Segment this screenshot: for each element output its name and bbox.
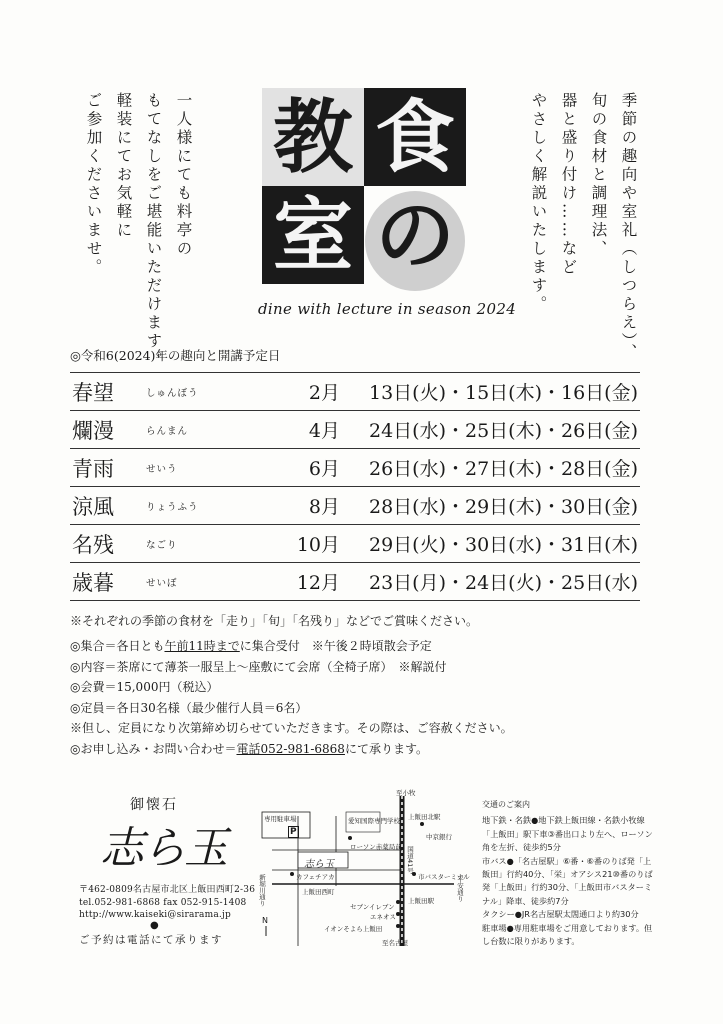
- title-logo: [262, 88, 466, 284]
- intro-right-col-1: 季節の趣向や室礼（しつらえ）、: [619, 92, 638, 362]
- access-map: [258, 786, 468, 950]
- title-char-shoku: 食: [364, 88, 466, 186]
- shop-url[interactable]: http://www.kaiseki@sirarama.jp: [79, 910, 231, 920]
- bullet-icon: ●: [150, 920, 159, 931]
- map-label-eneos: エネオス: [370, 913, 396, 921]
- intro-right-col-4: やさしく解説いたします。: [529, 92, 548, 314]
- apply-phone[interactable]: 電話052-981-6868: [236, 741, 345, 756]
- season-dates: 28日(水)・29日(木)・30日(金): [368, 496, 638, 518]
- schedule-row: [70, 563, 640, 601]
- schedule-row: [70, 487, 640, 525]
- schedule-row: [70, 411, 640, 449]
- map-label-route41: 国道41号: [406, 846, 414, 874]
- map-label-lawson: ローソン赤薬局前: [350, 843, 402, 851]
- season-reading: せいぼ: [146, 577, 178, 589]
- schedule-table: [70, 372, 640, 601]
- title-char-kyo: 教: [262, 88, 364, 186]
- season-dates: 13日(火)・15日(木)・16日(金): [368, 382, 638, 404]
- intro-left-col-2: もてなしをご堪能いただけます。: [144, 92, 163, 370]
- season-dates: 29日(火)・30日(水)・31日(木): [368, 534, 638, 556]
- gather-time: 午前11時まで: [164, 639, 240, 653]
- season-reading: なごり: [146, 539, 178, 551]
- apply-info: ◎お申し込み・お問い合わせ＝電話052-981-6868にて承ります。: [70, 741, 428, 756]
- season-reading: りょうふう: [146, 501, 199, 513]
- season-reading: せいう: [146, 463, 178, 475]
- schedule-row: [70, 373, 640, 411]
- intro-left-col-4: ご参加くださいませ。: [84, 92, 103, 277]
- schedule-row: [70, 449, 640, 487]
- season-name: 爛漫: [72, 418, 114, 443]
- access-info: [482, 798, 654, 948]
- event-info: [70, 636, 513, 759]
- season-month: 12月: [296, 572, 340, 594]
- season-name: 青雨: [72, 456, 114, 481]
- shop-logo: 志ら玉: [100, 823, 226, 874]
- shop-contact: [79, 884, 255, 922]
- intro-left-col-3: 軽装にてお気軽に: [114, 92, 133, 240]
- schedule-note: ※それぞれの季節の食材を「走り」「旬」「名残り」などでご賞味ください。: [70, 614, 479, 628]
- schedule-row: [70, 525, 640, 563]
- intro-right-col-2: 旬の食材と調理法、: [589, 92, 608, 259]
- title-char-shitsu: 室: [262, 186, 364, 284]
- season-reading: しゅんぼう: [146, 387, 199, 399]
- map-label-kamiiida-north: 上飯田北駅: [408, 813, 441, 821]
- map-label-north: 至小牧: [396, 789, 416, 797]
- subtitle: dine with lecture in season 2024: [258, 300, 517, 318]
- content-info: ◎内容＝茶席にて薄茶一服呈上～座敷にて会席（全椅子席） ※解説付: [70, 659, 447, 674]
- season-month: 8月: [308, 496, 340, 518]
- access-parking: 駐車場●専用駐車場をご用意しております。但し台数に限りがあります。: [482, 922, 653, 947]
- caveat-info: ※但し、定員になり次第締め切らせていただきます。その際は、ご容赦ください。: [70, 721, 513, 735]
- season-name: 春望: [72, 380, 114, 405]
- map-label-kamiiida-nishi: 上飯田西町: [302, 888, 335, 896]
- shop-kind: 御懐石: [130, 797, 178, 813]
- fee-info: ◎会費＝15,000円（税込）: [70, 680, 219, 694]
- map-shop-marker: 志ら玉: [304, 859, 334, 870]
- season-name: 歳暮: [72, 570, 114, 595]
- map-label-aeon: イオンそよら上飯田: [324, 925, 383, 933]
- season-name: 涼風: [72, 494, 114, 519]
- access-title: 交通のご案内: [482, 800, 530, 809]
- map-label-parking: 専用駐車場: [264, 815, 297, 823]
- shop-address: 〒462-0809名古屋市北区上飯田西町2-36: [79, 885, 256, 895]
- map-label-chuo-bank: 中京銀行: [426, 833, 452, 841]
- shop-phone: tel.052-981-6868 fax 052-915-1408: [79, 897, 247, 908]
- parking-icon: P: [290, 827, 297, 837]
- map-label-kamiiida-station: 上飯田駅: [408, 897, 434, 905]
- season-month: 4月: [308, 420, 340, 442]
- schedule-heading: ◎令和6(2024)年の趣向と開講予定日: [70, 348, 281, 363]
- map-label-school: 愛知国際専門学校: [348, 817, 400, 825]
- north-arrow-icon: N: [262, 916, 268, 925]
- season-month: 6月: [308, 458, 340, 480]
- intro-left-col-1: 一人様にても料亭の: [174, 92, 193, 259]
- title-char-no: の: [375, 188, 455, 282]
- season-month: 10月: [296, 534, 340, 556]
- access-taxi: タクシー●JR名古屋駅太閤通口より約30分: [482, 909, 639, 920]
- map-label-east-road: 平安通り: [456, 876, 464, 902]
- map-label-cafe: カフェチアカ: [296, 873, 335, 881]
- gather-info: ◎集合＝各日とも午前11時までに集合受付 ※午後２時頃散会予定: [70, 639, 432, 653]
- season-dates: 26日(水)・27日(木)・28日(金): [368, 458, 638, 480]
- capacity-info: ◎定員＝各日30名様（最少催行人員＝6名）: [70, 700, 308, 715]
- season-dates: 24日(水)・25日(木)・26日(金): [368, 420, 638, 442]
- season-dates: 23日(月)・24日(火)・25日(水): [368, 572, 638, 594]
- map-label-west-road: 新堀川通り: [258, 874, 266, 907]
- intro-right-col-3: 器と盛り付け……など: [559, 92, 578, 277]
- access-train: 地下鉄・名鉄●地下鉄上飯田線・名鉄小牧線「上飯田」駅下車③番出口より左へ、ローソン角を左折、徒歩約5分: [482, 815, 653, 853]
- map-label-south: 至名古屋: [382, 939, 408, 947]
- season-name: 名残: [72, 532, 114, 557]
- season-reading: らんまん: [146, 425, 189, 437]
- season-month: 2月: [308, 382, 340, 404]
- reservation-note: ご予約は電話にて承ります: [79, 934, 223, 946]
- map-label-seven: セブンイレブン: [350, 903, 395, 911]
- access-bus: 市バス●「名古屋駅」⑥番・⑥番のりば発「上飯田」行約40分、「栄」オアシス21⑩番のりば発「上飯田」行約30分、「上飯田市バスターミナル」降車、徒歩約7分: [482, 855, 653, 906]
- map-label-bus-terminal: 市バスターミナル: [418, 873, 470, 881]
